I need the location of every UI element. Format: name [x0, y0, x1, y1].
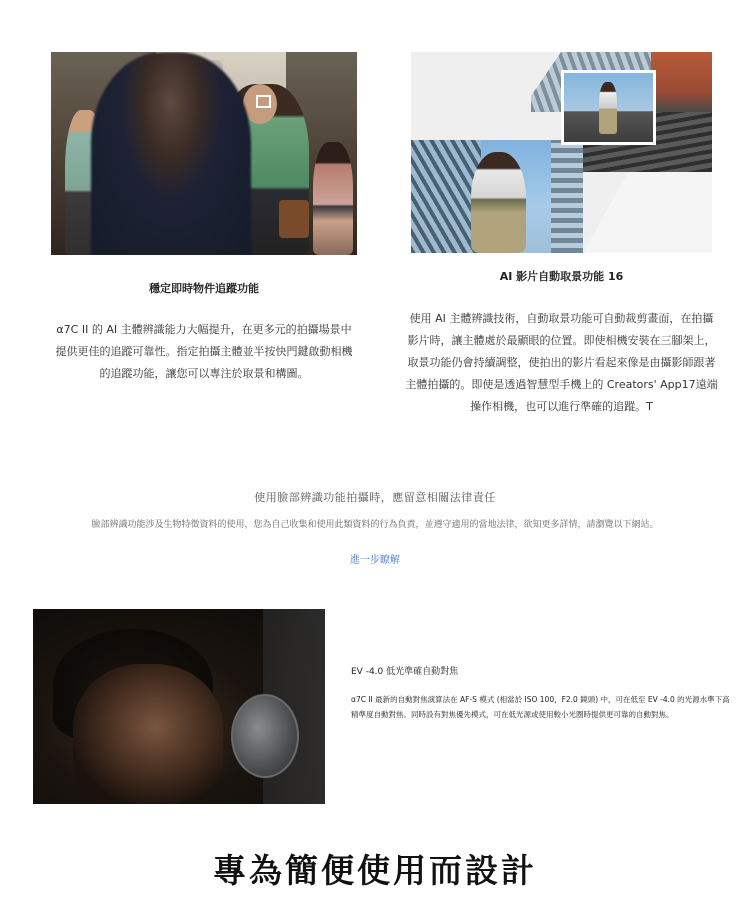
tracking-body: α7C II 的 AI 主體辨識能力大幅提升，在更多元的拍攝場景中提供更佳的追蹤可靠性。指定拍攝主體並半按快門鍵啟動相機的追蹤功能，讓您可以專注於取景和構圖。 [55, 323, 353, 380]
autoframing-body: 使用 AI 主體辨識技術，自動取景功能可自動裁剪畫面，在拍攝影片時，讓主體處於最顯眼的位置。即使相機安裝在三腳架上，取景功能仍會持續調整，使拍出的影片看起來像是由攝影師跟著主體拍攝的。即使是透過智慧型手機上的 Creators' App17遠端操作相機，也可以進行準確的追蹤。T [405, 312, 718, 413]
tracking-title: 穩定即時物件追蹤功能 [149, 282, 259, 295]
tracking-photo [51, 52, 357, 255]
section-headline: 專為簡便使用而設計 [213, 851, 537, 890]
lowlight-title: EV -4.0 低光準確自動對焦 [351, 667, 459, 677]
autoframing-photo [411, 52, 712, 253]
focus-frame-icon [256, 95, 271, 108]
lowlight-photo [33, 609, 325, 804]
learn-more-link[interactable]: 進一步瞭解 [350, 555, 400, 566]
notice-title: 使用臉部辨識功能拍攝時，應留意相關法律責任 [254, 491, 496, 504]
notice-body: 臉部辨識功能涉及生物特徵資料的使用，您為自己收集和使用此類資料的行為負責，並遵守適用的當地法律，欲知更多詳情，請瀏覽以下網站。 [91, 520, 659, 530]
lowlight-body: α7C II 最新的自動對焦演算法在 AF-S 模式 (相當於 ISO 100，F2.0 鏡頭) 中，可在低至 EV -4.0 的光源水準下高精準度自動對焦。同時設有對焦優先模式，可在低光源或使用較小光圈時提供更可靠的自動對焦。 [351, 695, 730, 719]
autoframing-title: AI 影片自動取景功能 16 [499, 270, 624, 283]
